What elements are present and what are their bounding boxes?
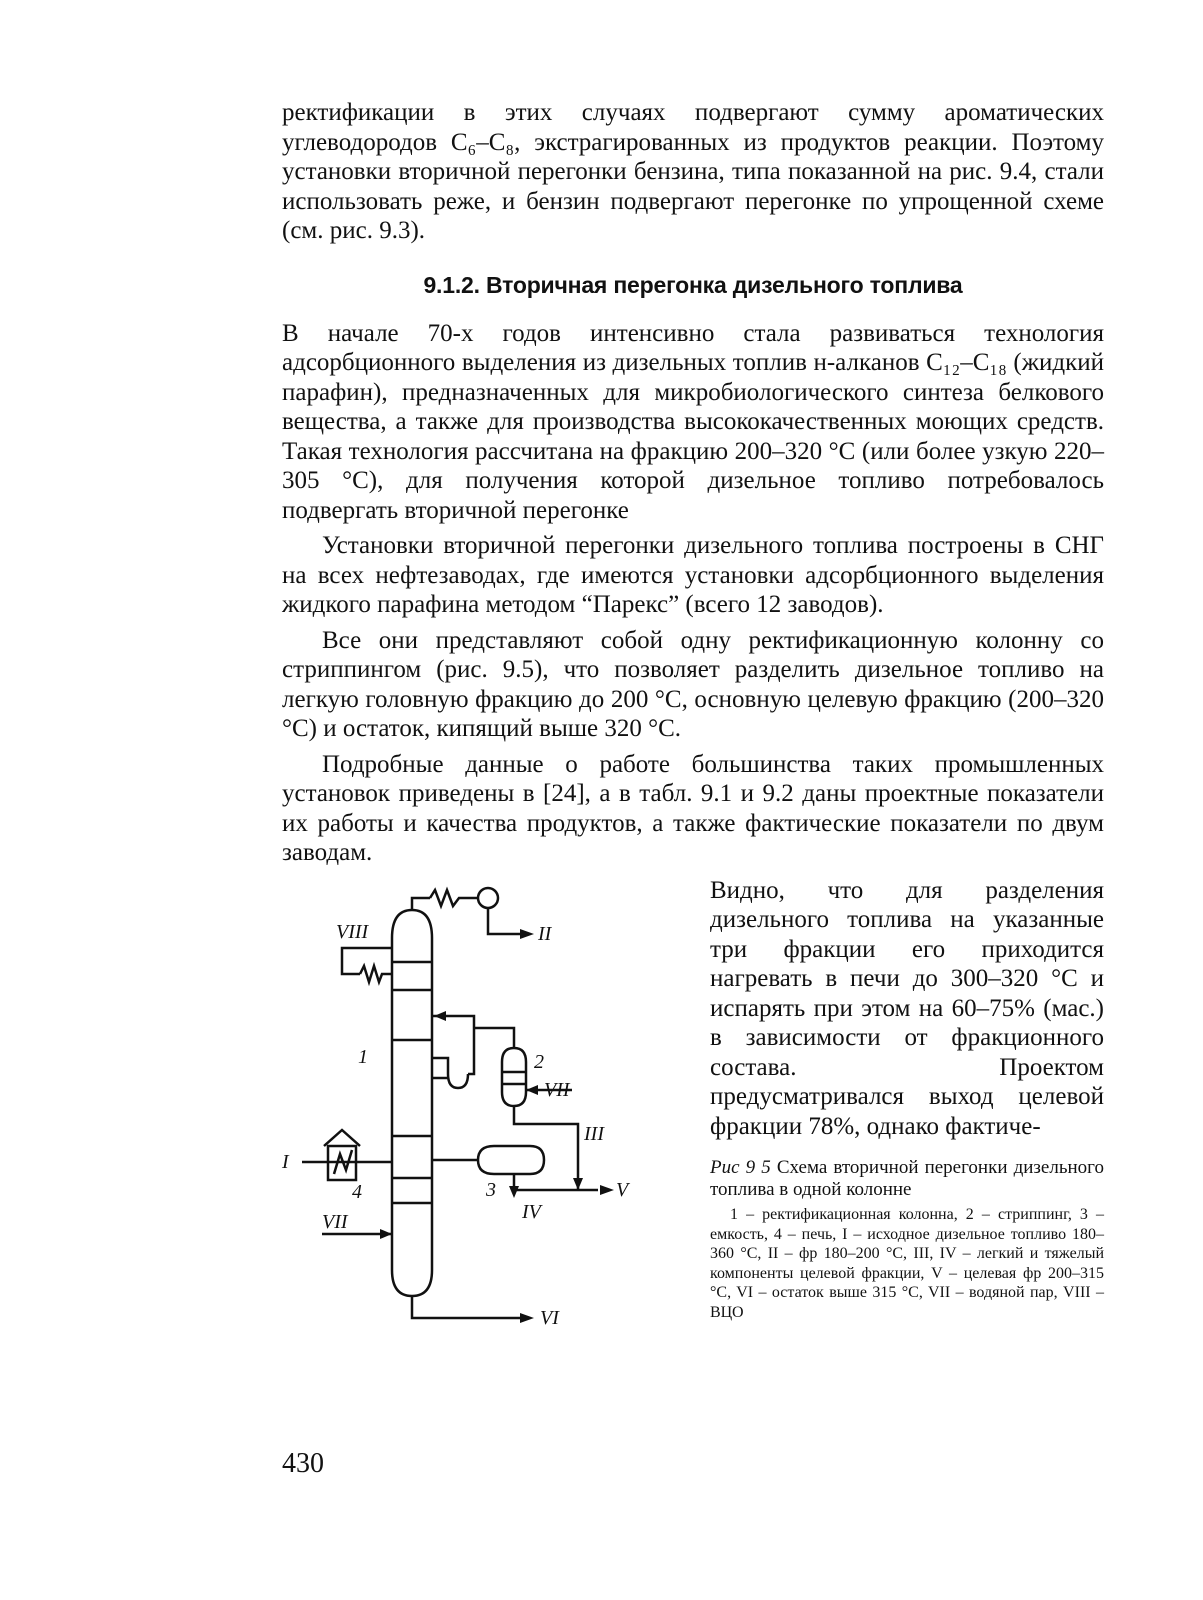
label-V: V [616,1178,629,1201]
label-3: 3 [486,1178,496,1201]
label-4: 4 [352,1180,362,1203]
paragraph-5: Видно, что для разделения дизельного топлива на указанные три фракции его приходится нагревать в печи до 300–320 °C и испарять при этом на 60–75% (мас.) в зависимости от фракционного состава. Проектом предусматривался выход целевой фракции 78%, однако фактиче- [710,876,1104,1140]
label-VII-b: VII [322,1210,348,1233]
label-III: III [584,1122,604,1145]
label-2: 2 [534,1050,544,1073]
figure-row [282,868,1104,1388]
label-VIII: VIII [336,920,369,943]
label-II: II [538,922,552,945]
caption-label: Рис 9 5 [710,1157,771,1178]
label-IV: IV [522,1200,541,1223]
column-1-shape [392,910,432,1296]
page-body [282,98,1104,1388]
caption-text: Схема вторичной перегонки дизельного топлива в одной колонне [710,1157,1104,1200]
section-title: 9.1.2. Вторичная перегонка дизельного топлива [423,271,963,298]
label-VI: VI [540,1306,559,1329]
figure-legend: 1 – ректификационная колонна, 2 – стриппинг, 3 – емкость, 4 – печь, I – исходное дизельное топливо 180–360 °C, II – фр 180–200 °C, III, IV – легкий и тяжелый компоненты целевой фракции, V – целевая фр 200–315 °C, VI – остаток выше 315 °C, VII – водяной пар, VIII – ВЦО [710,1206,1104,1321]
paragraph-3: Все они представляют собой одну ректификационную колонну со стриппингом (рис. 9.5), что позволяет разделить дизельное топливо на легкую головную фракцию до 200 °C, основную целевую фракцию (200–320 °C) и остаток, кипящий выше 320 °C. [282,626,1104,742]
page-number: 430 [282,1448,324,1479]
paragraph-continuation: ректификации в этих случаях подвергают сумму ароматических углеводородов C₆–C₈, экстрагированных из продуктов реакции. Поэтому установки вторичной перегонки бензина, типа показанной на рис. 9.4, стали использовать реже, и бензин подвергают перегонке по упрощенной схеме (см. рис. 9.3). [282,99,1104,244]
figure-caption [710,1157,1104,1201]
paragraph-2: Установки вторичной перегонки дизельного топлива построены в СНГ на всех нефтезаводах, где имеются установки адсорбционного выделения жидкого парафина методом “Парекс” (всего 12 заводов). [282,532,1104,618]
distillation-diagram [282,878,629,1338]
right-column [710,868,1104,1323]
paragraph-1: В начале 70-х годов интенсивно стала развиваться технология адсорбционного выделения из дизельных топлив н-алканов C₁₂–C₁₈ (жидкий парафин), предназначенных для микробиологического синтеза белкового вещества, а также для производства высококачественных моющих средств. Такая технология рассчитана на фракцию 200–320 °C (или более узкую 220–305 °C), для получения которой дизельное топливо потребовалось подвергать вторичной перегонке [282,319,1104,524]
paragraph-4: Подробные данные о работе большинства таких промышленных установок приведены в [24], а в табл. 9.1 и 9.2 даны проектные показатели их работы и качества продуктов, а также фактические показатели по двум заводам. [282,750,1104,866]
label-VII-a: VII [544,1078,570,1101]
label-I: I [282,1150,289,1173]
label-1: 1 [358,1045,368,1068]
